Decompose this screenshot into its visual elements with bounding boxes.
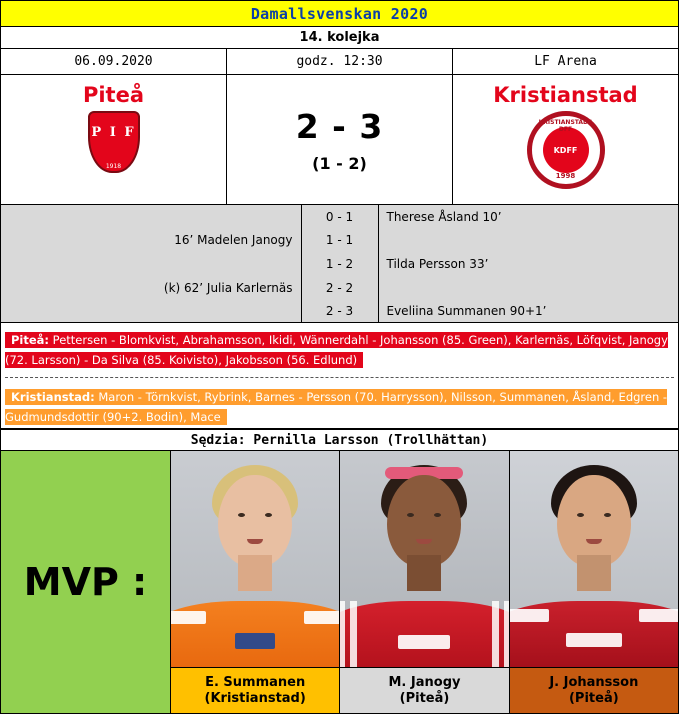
portrait-eye-left-3 <box>577 513 584 517</box>
portrait-head-1 <box>218 475 292 567</box>
goal-away-0: Therese Åsland 10’ <box>386 209 502 224</box>
competition-title: Damallsvenskan 2020 <box>250 4 429 23</box>
goal-away-1 <box>379 229 679 253</box>
player-portrait-2 <box>340 451 508 667</box>
mvp-caption-1 <box>171 667 339 713</box>
mvp-player-club-1: (Kristianstad) <box>204 690 306 706</box>
round-label: 14. kolejka <box>1 27 678 49</box>
mvp-player-name-3: J. Johansson <box>549 674 639 690</box>
goal-score-1: 1 - 1 <box>325 233 354 248</box>
lineups-divider <box>5 377 674 378</box>
halftime-score: (1 - 2) <box>312 153 367 173</box>
portrait-head-2 <box>387 475 461 567</box>
jersey-sponsor-right-1 <box>304 611 339 624</box>
mvp-label: MVP : <box>1 451 171 713</box>
mvp-photo-3 <box>510 451 678 667</box>
goal-away-2: Tilda Persson 33’ <box>386 256 489 271</box>
mvp-player-club-3: (Piteå) <box>568 690 619 706</box>
goal-home-4 <box>1 299 301 323</box>
mvp-caption-3 <box>510 667 678 713</box>
mvp-card-2 <box>340 451 509 713</box>
mvp-block <box>1 451 678 713</box>
portrait-mouth-3 <box>586 539 602 544</box>
goal-score-0: 0 - 1 <box>325 209 354 224</box>
jersey-sponsor-center-3 <box>566 633 622 647</box>
jersey-badge-1 <box>235 633 275 649</box>
player-portrait-1 <box>171 451 339 667</box>
portrait-neck-2 <box>407 555 441 591</box>
competition-title-row <box>1 1 678 27</box>
goals-score-column <box>301 205 379 322</box>
mvp-cards <box>171 451 678 713</box>
portrait-mouth-1 <box>247 539 263 544</box>
portrait-jersey-1 <box>171 601 339 667</box>
final-score: 2 - 3 <box>295 106 384 146</box>
kristianstad-crest-icon <box>527 111 605 189</box>
match-date: 06.09.2020 <box>74 54 153 69</box>
match-block <box>1 75 678 205</box>
portrait-neck-3 <box>577 555 611 591</box>
away-team-block <box>453 75 678 204</box>
mvp-card-3 <box>510 451 678 713</box>
home-lineup-label: Piteå: <box>11 333 50 347</box>
goal-home-0 <box>1 205 301 229</box>
home-lineup <box>5 332 668 368</box>
goal-home-1: 16’ Madelen Janogy <box>174 233 293 248</box>
goal-home-3: (k) 62’ Julia Karlernäs <box>163 280 293 295</box>
mvp-player-name-2: M. Janogy <box>388 674 461 690</box>
portrait-jersey-3 <box>510 601 678 667</box>
away-crest-center-text: KDFF <box>543 127 589 173</box>
goal-score-4: 2 - 3 <box>325 304 354 319</box>
away-team-crest <box>527 111 605 189</box>
away-lineup-label: Kristianstad: <box>11 390 95 404</box>
away-lineup-wrap <box>1 384 678 428</box>
away-team-name: Kristianstad <box>493 83 638 107</box>
mvp-player-name-1: E. Summanen <box>205 674 306 690</box>
home-team-crest <box>88 111 140 173</box>
home-lineup-players: Pettersen - Blomkvist, Abrahamsson, Ikidi, Wännerdahl - Johansson (85. Green), Karlernäs, Löfqvist, Janogy (72. Larsson) - Da Silva (85. Koivisto), Jakobsson (56. Edlund) <box>5 333 668 367</box>
piteaa-crest-icon <box>88 111 140 173</box>
portrait-mouth-2 <box>416 539 432 544</box>
mvp-player-club-2: (Piteå) <box>399 690 450 706</box>
match-time: godz. 12:30 <box>226 49 452 74</box>
jersey-sponsor-left-1 <box>171 611 206 624</box>
home-team-block <box>1 75 226 204</box>
portrait-neck-1 <box>238 555 272 591</box>
away-lineup-players: Maron - Törnkvist, Rybrink, Barnes - Persson (70. Harrysson), Nilsson, Summanen, Åsland, Edgren - Gudmundsdottir (90+2. Bodin), Mace <box>5 390 668 424</box>
mvp-caption-2 <box>340 667 508 713</box>
player-portrait-3 <box>510 451 678 667</box>
portrait-eye-right-3 <box>604 513 611 517</box>
home-crest-year: 1918 <box>105 163 122 170</box>
goals-table <box>1 205 678 323</box>
match-venue: LF Arena <box>452 49 678 74</box>
portrait-head-3 <box>557 475 631 567</box>
jersey-sponsor-right-3 <box>639 609 678 622</box>
home-lineup-wrap <box>1 327 678 371</box>
away-lineup <box>5 389 667 425</box>
away-crest-top-text: KRISTIANSTADS DFF <box>538 119 593 133</box>
mvp-card-1 <box>171 451 340 713</box>
goal-score-3: 2 - 2 <box>325 280 354 295</box>
goals-away-column <box>379 205 679 322</box>
home-crest-letters: P I F <box>91 125 136 140</box>
mvp-photo-1 <box>171 451 339 667</box>
goals-home-column <box>1 205 301 322</box>
goal-away-3 <box>379 276 679 300</box>
referee-row: Sędzia: Pernilla Larsson (Trollhättan) <box>1 429 678 451</box>
score-block <box>226 75 453 204</box>
portrait-jersey-2 <box>340 601 508 667</box>
home-team-name: Piteå <box>82 83 145 107</box>
jersey-stripes-2 <box>340 601 508 667</box>
mvp-photo-2 <box>340 451 508 667</box>
jersey-sponsor-2 <box>398 635 450 649</box>
lineups-block <box>1 323 678 429</box>
match-info-row <box>1 49 678 75</box>
goal-score-2: 1 - 2 <box>325 256 354 271</box>
jersey-sponsor-left-3 <box>510 609 549 622</box>
goal-away-4: Eveliina Summanen 90+1’ <box>386 304 547 319</box>
goal-home-2 <box>1 252 301 276</box>
away-crest-year: 1998 <box>555 172 576 180</box>
